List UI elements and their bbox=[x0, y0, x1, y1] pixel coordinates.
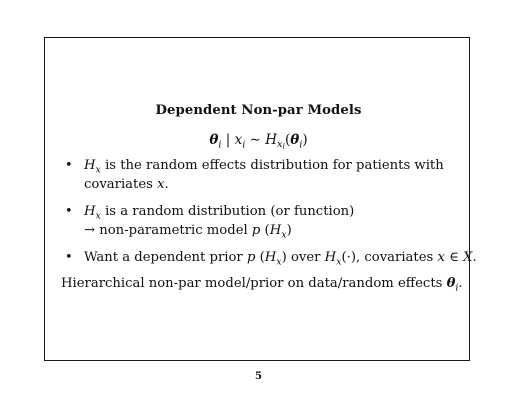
bullet-line: → non-parametric model p $(H_x)$ bbox=[84, 223, 292, 241]
page-number: 5 bbox=[255, 371, 262, 382]
bullet-item bbox=[64, 248, 477, 268]
bullet-line: Want a dependent prior p $(H_x)$ over $H_x(\cdot)$, covariates x ∈ X. bbox=[84, 250, 477, 268]
bullet-line: $H_x$ is the random effects distribution for patients with bbox=[84, 158, 444, 176]
bullet-list bbox=[64, 156, 477, 275]
bullet-icon: • bbox=[65, 250, 73, 265]
bullet-line: $H_x$ is a random distribution (or function) bbox=[84, 204, 355, 222]
bullet-item bbox=[64, 202, 459, 240]
bullet-icon: • bbox=[65, 204, 73, 219]
slide-title: Dependent Non-par Models bbox=[155, 103, 362, 118]
bullet-icon: • bbox=[65, 158, 73, 173]
model-equation: $\theta_i$ | $x_i$ ∼ $H_{x_i}(\theta_i)$ bbox=[209, 132, 308, 151]
summary-text: Hierarchical non-par model/prior on data/random effects $\theta_i$. bbox=[61, 276, 463, 294]
bullet-item bbox=[64, 156, 459, 194]
bullet-line: covariates x. bbox=[84, 177, 169, 192]
